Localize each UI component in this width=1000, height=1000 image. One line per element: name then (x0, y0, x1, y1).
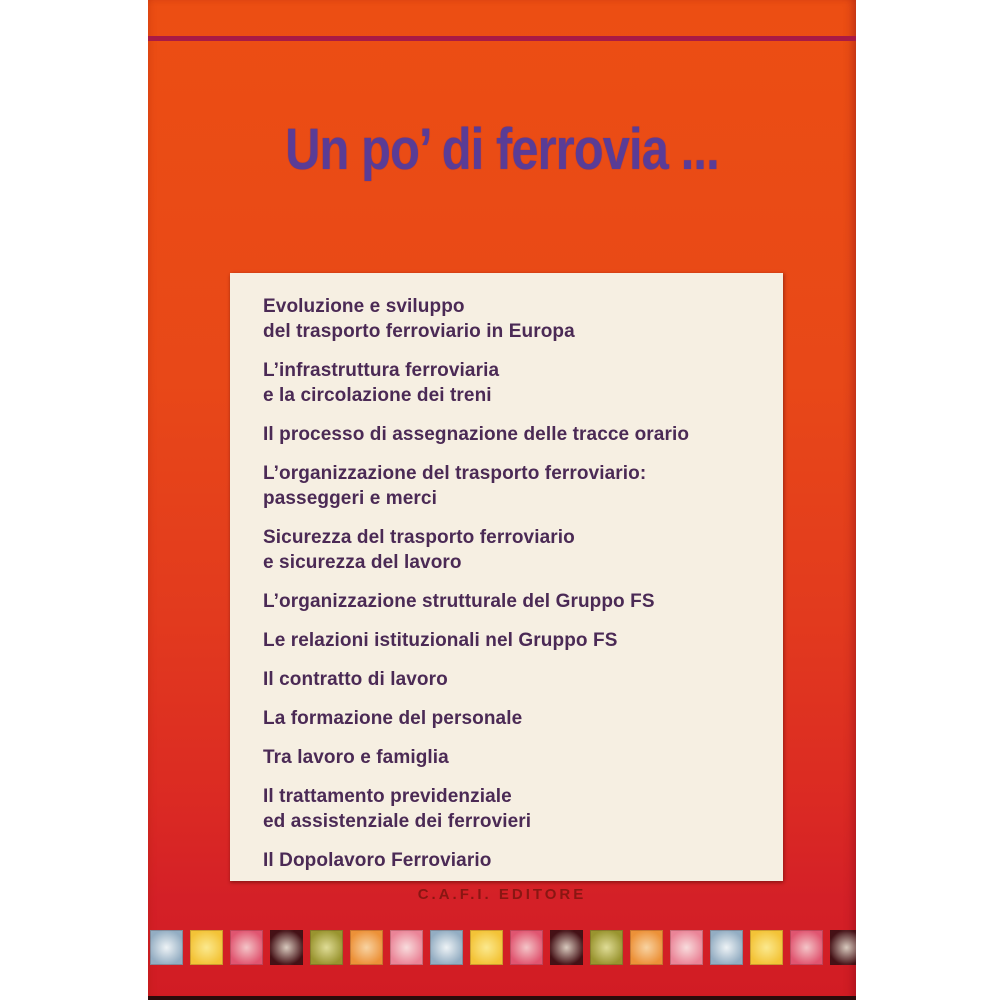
decor-square-rose (790, 930, 823, 965)
toc-line: Il trattamento previdenziale (263, 786, 512, 807)
toc-line: Il Dopolavoro Ferroviario (263, 850, 492, 871)
contents-panel (230, 273, 783, 881)
decor-square-olive (310, 930, 343, 965)
toc-item (263, 745, 771, 770)
decorative-squares-row (150, 930, 856, 965)
publisher-name: C.A.F.I. EDITORE (417, 886, 587, 903)
toc-line: L’organizzazione strutturale del Gruppo FS (263, 591, 655, 612)
toc-line: La formazione del personale (263, 708, 523, 729)
decor-square-orange (350, 930, 383, 965)
toc-item (263, 667, 771, 692)
decor-square-blue (430, 930, 463, 965)
decor-square-orange (630, 930, 663, 965)
toc-list (230, 273, 783, 873)
book-title: Un po’ di ferrovia ... (285, 117, 719, 182)
top-accent-line (148, 36, 856, 41)
toc-line: Evoluzione e sviluppo (263, 296, 465, 317)
cover-bottom-edge (148, 996, 856, 1000)
toc-line: del trasporto ferroviario in Europa (263, 321, 575, 342)
toc-line: e la circolazione dei treni (263, 385, 492, 406)
decor-square-pink (670, 930, 703, 965)
toc-line: ed assistenziale dei ferrovieri (263, 811, 532, 832)
toc-line: L’infrastruttura ferroviaria (263, 360, 500, 381)
toc-item (263, 422, 771, 447)
decor-square-olive (590, 930, 623, 965)
decor-square-blue (710, 930, 743, 965)
toc-item (263, 784, 771, 834)
toc-item (263, 525, 771, 575)
toc-line: Sicurezza del trasporto ferroviario (263, 527, 575, 548)
decor-square-maroon (550, 930, 583, 965)
toc-item (263, 628, 771, 653)
toc-item (263, 358, 771, 408)
toc-line: passeggeri e merci (263, 488, 437, 509)
toc-item (263, 461, 771, 511)
toc-item (263, 848, 771, 873)
decor-square-blue (150, 930, 183, 965)
toc-line: L’organizzazione del trasporto ferroviario: (263, 463, 647, 484)
toc-item (263, 706, 771, 731)
decor-square-maroon (270, 930, 303, 965)
toc-line: e sicurezza del lavoro (263, 552, 462, 573)
toc-line: Il processo di assegnazione delle tracce orario (263, 424, 690, 445)
decor-square-yellow (750, 930, 783, 965)
toc-line: Il contratto di lavoro (263, 669, 448, 690)
decor-square-yellow (470, 930, 503, 965)
toc-item (263, 589, 771, 614)
book-cover (148, 0, 856, 1000)
decor-square-rose (230, 930, 263, 965)
decor-square-yellow (190, 930, 223, 965)
toc-line: Le relazioni istituzionali nel Gruppo FS (263, 630, 618, 651)
toc-item (263, 294, 771, 344)
decor-square-rose (510, 930, 543, 965)
decor-square-maroon (830, 930, 856, 965)
decor-square-pink (390, 930, 423, 965)
toc-line: Tra lavoro e famiglia (263, 747, 449, 768)
